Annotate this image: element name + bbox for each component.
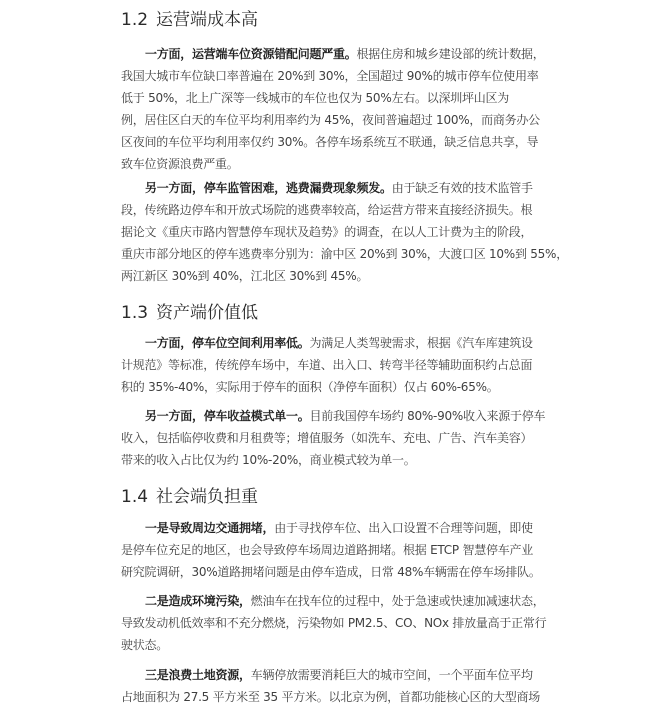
text-line: 收入，包括临停收费和月租费等；增值服务（如洗车、充电、广告、汽车美容） bbox=[121, 431, 533, 445]
text-line: 积的 35%-40%，实际用于停车的面积（净停车面积）仅占 60%-65%。 bbox=[121, 380, 499, 394]
section-title: 社会端负担重 bbox=[156, 487, 259, 507]
paragraph-lead: 另一方面，停车监管困难，逃费漏费现象频发。 bbox=[145, 181, 392, 195]
text-line: 另一方面，停车监管困难，逃费漏费现象频发。由于缺乏有效的技术监管手 bbox=[145, 181, 533, 195]
paragraph-land-waste bbox=[121, 664, 553, 708]
section-title: 运营端成本高 bbox=[156, 10, 259, 30]
text-line: 致车位资源浪费严重。 bbox=[121, 157, 239, 171]
section-heading-1-3 bbox=[121, 303, 258, 323]
text-line: 段，传统路边停车和开放式场院的逃费率较高，给运营方带来直接经济损失。根 bbox=[121, 203, 533, 217]
section-heading-1-4 bbox=[121, 487, 258, 507]
paragraph-lead: 三是浪费土地资源， bbox=[145, 668, 251, 682]
section-title: 资产端价值低 bbox=[156, 303, 259, 323]
paragraph-lead: 另一方面，停车收益模式单一。 bbox=[145, 409, 310, 423]
text-line: 我国大城市车位缺口率普遍在 20%到 30%，全国超过 90%的城市停车位使用率 bbox=[121, 69, 539, 83]
paragraph-lead: 二是造成环境污染， bbox=[145, 594, 251, 608]
text-line: 带来的收入占比仅为约 10%-20%，商业模式较为单一。 bbox=[121, 453, 416, 467]
text-line: 一是导致周边交通拥堵，由于寻找停车位、出入口设置不合理等问题，即使 bbox=[145, 521, 533, 535]
text-line: 二是造成环境污染，燃油车在找车位的过程中，处于急速或快速加减速状态， bbox=[145, 594, 545, 608]
text-line: 低于 50%，北上广深等一线城市的车位也仅为 50%左右。以深圳坪山区为 bbox=[121, 91, 509, 105]
text-line: 一方面，运营端车位资源错配问题严重。根据住房和城乡建设部的统计数据， bbox=[145, 47, 545, 61]
paragraph-resource-mismatch bbox=[121, 43, 553, 175]
text-line: 例，居住区白天的车位平均利用率约为 45%，夜间普遍超过 100%，而商务办公 bbox=[121, 113, 540, 127]
text-line: 据论文《重庆市路内智慧停车现状及趋势》的调查，在以人工计费为主的阶段， bbox=[121, 225, 533, 239]
text-line: 两江新区 30%到 40%，江北区 30%到 45%。 bbox=[121, 269, 369, 283]
paragraph-fee-evasion bbox=[121, 177, 568, 287]
paragraph-traffic-congestion bbox=[121, 517, 553, 583]
text-line: 计规范》等标准，传统停车场中，车道、出入口、转弯半径等辅助面积约占总面 bbox=[121, 358, 533, 372]
section-heading-1-2 bbox=[121, 10, 258, 30]
section-number: 1.3 bbox=[121, 303, 149, 323]
paragraph-lead: 一方面，停车位空间利用率低。 bbox=[145, 336, 310, 350]
section-number: 1.4 bbox=[121, 487, 149, 507]
paragraph-lead: 一方面，运营端车位资源错配问题严重。 bbox=[145, 47, 357, 61]
text-line: 驶状态。 bbox=[121, 638, 169, 652]
text-line: 是停车位充足的地区，也会导致停车场周边道路拥堵。根据 ETCP 智慧停车产业 bbox=[121, 543, 533, 557]
paragraph-environmental-pollution bbox=[121, 590, 553, 656]
text-line: 导致发动机低效率和不充分燃烧，污染物如 PM2.5、CO、NOx 排放量高于正常行 bbox=[121, 616, 547, 630]
paragraph-revenue-model bbox=[121, 405, 553, 471]
paragraph-lead: 一是导致周边交通拥堵， bbox=[145, 521, 275, 535]
text-line: 研究院调研，30%道路拥堵问题是由停车造成，日常 48%车辆需在停车场排队。 bbox=[121, 565, 541, 579]
text-line: 重庆市部分地区的停车逃费率分别为：渝中区 20%到 30%，大渡口区 10%到 55%， bbox=[121, 247, 568, 261]
text-line: 三是浪费土地资源，车辆停放需要消耗巨大的城市空间，一个平面车位平均 bbox=[145, 668, 533, 682]
section-number: 1.2 bbox=[121, 10, 149, 30]
text-line: 区夜间的车位平均利用率仅约 30%。各停车场系统互不联通，缺乏信息共享，导 bbox=[121, 135, 539, 149]
paragraph-space-utilization bbox=[121, 332, 553, 398]
text-line: 占地面积为 27.5 平方米至 35 平方米。以北京为例，首都功能核心区的大型商场 bbox=[121, 690, 540, 704]
text-line: 另一方面，停车收益模式单一。目前我国停车场约 80%-90%收入来源于停车 bbox=[145, 409, 546, 423]
text-line: 一方面，停车位空间利用率低。为满足人类驾驶需求，根据《汽车库建筑设 bbox=[145, 336, 533, 350]
